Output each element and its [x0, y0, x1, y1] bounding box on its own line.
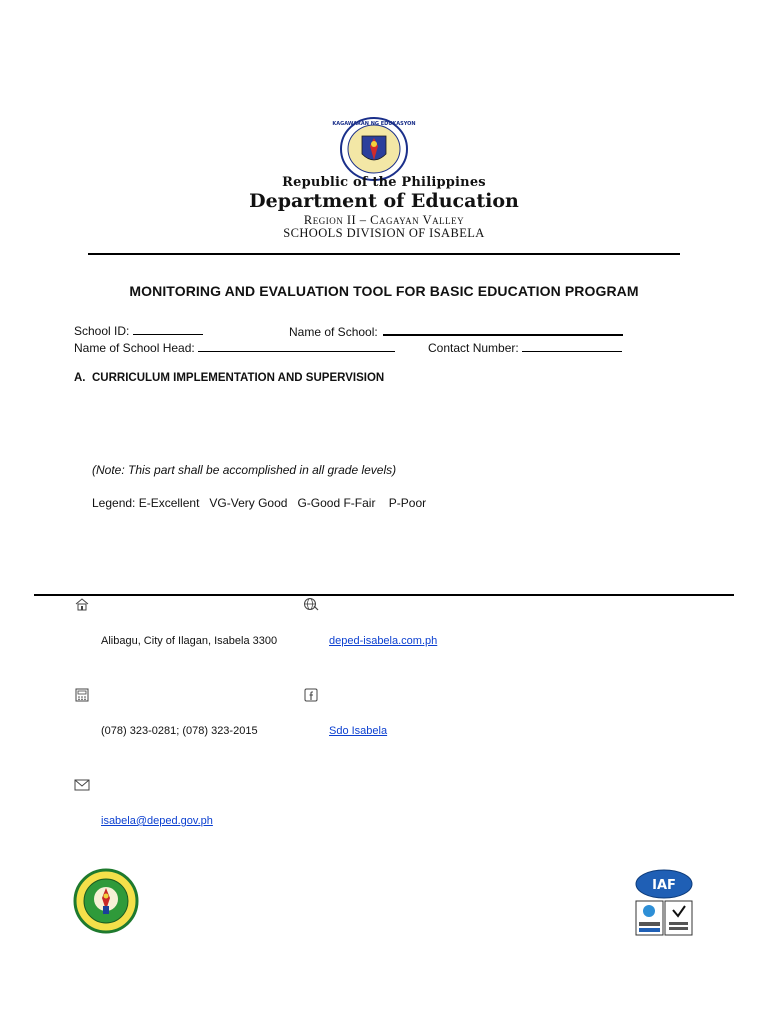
school-name-blank[interactable]: [383, 322, 623, 336]
note-text: (Note: This part shall be accomplished in all grade levels): [92, 463, 397, 477]
school-name-label: Name of School:: [289, 325, 378, 339]
section-a-title: CURRICULUM IMPLEMENTATION AND SUPERVISION: [92, 372, 385, 384]
section-a-heading: [74, 372, 384, 384]
school-id-field: [74, 322, 203, 338]
school-head-label: Name of School Head:: [74, 341, 195, 355]
department-heading: Department of Education: [249, 190, 519, 212]
contact-number-blank[interactable]: [522, 339, 622, 352]
seal-text: KAGAWARAN NG EDUKASYON: [332, 121, 416, 127]
legend-text: Legend: E-Excellent VG-Very Good G-Good F-Fair P-Poor: [92, 496, 427, 510]
footer-divider: [34, 594, 734, 596]
republic-heading: Republic of the Philippines: [282, 175, 486, 190]
school-name-field: [289, 322, 623, 339]
contact-number-field: [428, 339, 622, 355]
document-title: MONITORING AND EVALUATION TOOL FOR BASIC EDUCATION PROGRAM: [129, 283, 639, 299]
contact-number-label: Contact Number:: [428, 341, 519, 355]
school-id-blank[interactable]: [133, 322, 203, 335]
iaf-certification-logo: [633, 868, 695, 938]
iaf-label: IAF: [652, 878, 676, 893]
deped-seal-logo: [332, 116, 416, 182]
mail-icon: [74, 778, 90, 792]
school-id-label: School ID:: [74, 324, 130, 338]
home-icon: [74, 597, 90, 611]
region-heading: Region II – Cagayan Valley: [303, 213, 465, 227]
division-heading: SCHOOLS DIVISION OF ISABELA: [283, 226, 485, 240]
address-text: Alibagu, City of Ilagan, Isabela 3300: [101, 635, 278, 647]
division-seal-logo: [73, 868, 139, 934]
globe-icon: [303, 597, 319, 611]
header-divider: [88, 253, 680, 255]
facebook-icon: [303, 688, 319, 702]
school-head-blank[interactable]: [198, 339, 395, 352]
section-a-letter: A.: [74, 372, 86, 384]
phone-text: (078) 323-0281; (078) 323-2015: [101, 725, 258, 737]
email-link[interactable]: isabela@deped.gov.ph: [101, 815, 213, 827]
fax-icon: [74, 688, 90, 702]
website-link[interactable]: deped-isabela.com.ph: [329, 635, 438, 647]
school-head-field: [74, 339, 395, 355]
facebook-link[interactable]: Sdo Isabela: [329, 725, 388, 737]
